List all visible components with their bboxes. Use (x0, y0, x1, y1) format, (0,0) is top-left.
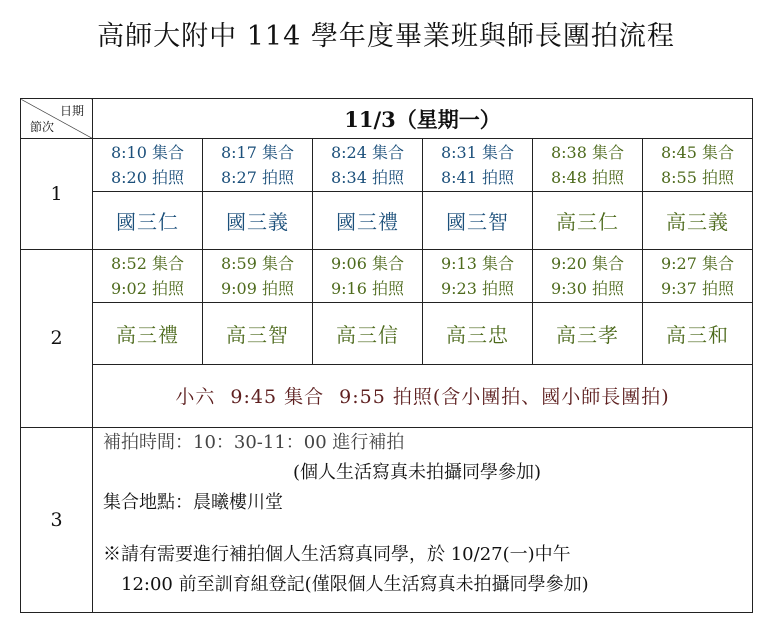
primary-school-row (21, 365, 753, 427)
primary-photo-time: 9:55 拍照(含小團拍、國小師長團拍) (339, 386, 670, 409)
header-row (21, 99, 753, 139)
gather-time: 8:59 集合 (220, 253, 295, 273)
makeup-note-text: (個人生活寫真未拍攝同學參加) (293, 461, 542, 483)
period-3-row (21, 427, 753, 612)
time-cell (93, 139, 203, 191)
class-name-cell: 高三忠 (423, 302, 533, 364)
photo-time: 9:09 拍照 (220, 278, 295, 298)
time-cell (93, 250, 203, 302)
page-title: 高師大附中 114 學年度畢業班與師長團拍流程 (97, 21, 675, 52)
photo-time: 9:37 拍照 (660, 278, 735, 298)
class-name-cell: 高三孝 (533, 302, 643, 364)
photo-time: 9:16 拍照 (330, 278, 405, 298)
class-name-cell: 高三信 (313, 302, 423, 364)
gather-time: 8:10 集合 (110, 143, 185, 163)
period-1-label: 1 (21, 139, 93, 250)
location-text: 集合地點：晨曦樓川堂 (103, 491, 283, 513)
photo-time: 9:30 拍照 (550, 278, 625, 298)
class-name-cell: 國三仁 (93, 191, 203, 249)
gather-time: 8:38 集合 (550, 143, 625, 163)
class-name-cell: 高三智 (203, 302, 313, 364)
primary-school-cell (93, 365, 753, 427)
makeup-notes-cell (93, 427, 753, 612)
photo-time: 8:27 拍照 (220, 168, 295, 188)
date-cell: 11/3（星期一） (93, 99, 753, 139)
class-name-cell: 國三禮 (313, 191, 423, 249)
notice-line-1: ※請有需要進行補拍個人生活寫真同學，於 10/27(一)中午 (103, 543, 571, 565)
photo-time: 9:02 拍照 (110, 278, 185, 298)
primary-group-name: 小六 (175, 386, 216, 409)
photo-time: 8:20 拍照 (110, 168, 185, 188)
makeup-time-text: 補拍時間：10：30-11：00 進行補拍 (103, 431, 405, 453)
class-name-cell: 國三智 (423, 191, 533, 249)
gather-time: 8:17 集合 (220, 143, 295, 163)
gather-time: 9:06 集合 (330, 253, 405, 273)
photo-time: 8:48 拍照 (550, 168, 625, 188)
gather-time: 8:31 集合 (440, 143, 515, 163)
class-name-cell: 高三義 (643, 191, 753, 249)
date-header-label: 日期 (59, 104, 84, 118)
period-1-time-row (21, 139, 753, 191)
time-cell (533, 139, 643, 191)
time-cell (643, 139, 753, 191)
class-name-cell: 國三義 (203, 191, 313, 249)
gather-time: 9:13 集合 (440, 253, 515, 273)
notice-line-2: 12:00 前至訓育組登記(僅限個人生活寫真未拍攝同學參加) (121, 573, 589, 595)
period-2-time-row (21, 250, 753, 302)
gather-time: 9:20 集合 (550, 253, 625, 273)
period-header-label: 節次 (30, 120, 55, 135)
time-cell (643, 250, 753, 302)
period-1-class-row (21, 191, 753, 249)
gather-time: 8:52 集合 (110, 253, 185, 273)
schedule-table (20, 98, 753, 613)
photo-time: 8:41 拍照 (440, 168, 515, 188)
gather-time: 9:27 集合 (660, 253, 735, 273)
photo-time: 8:34 拍照 (330, 168, 405, 188)
class-name-cell: 高三和 (643, 302, 753, 364)
photo-time: 9:23 拍照 (440, 278, 515, 298)
time-cell (203, 139, 313, 191)
period-2-class-row (21, 302, 753, 364)
time-cell (423, 250, 533, 302)
primary-gather-time: 9:45 集合 (230, 386, 325, 409)
time-cell (203, 250, 313, 302)
time-cell (313, 250, 423, 302)
time-cell (313, 139, 423, 191)
period-2-label: 2 (21, 250, 93, 427)
time-cell (423, 139, 533, 191)
gather-time: 8:45 集合 (660, 143, 735, 163)
gather-time: 8:24 集合 (330, 143, 405, 163)
photo-time: 8:55 拍照 (660, 168, 735, 188)
class-name-cell: 高三仁 (533, 191, 643, 249)
period-3-label: 3 (21, 427, 93, 612)
time-cell (533, 250, 643, 302)
class-name-cell: 高三禮 (93, 302, 203, 364)
header-corner-cell (21, 99, 93, 139)
